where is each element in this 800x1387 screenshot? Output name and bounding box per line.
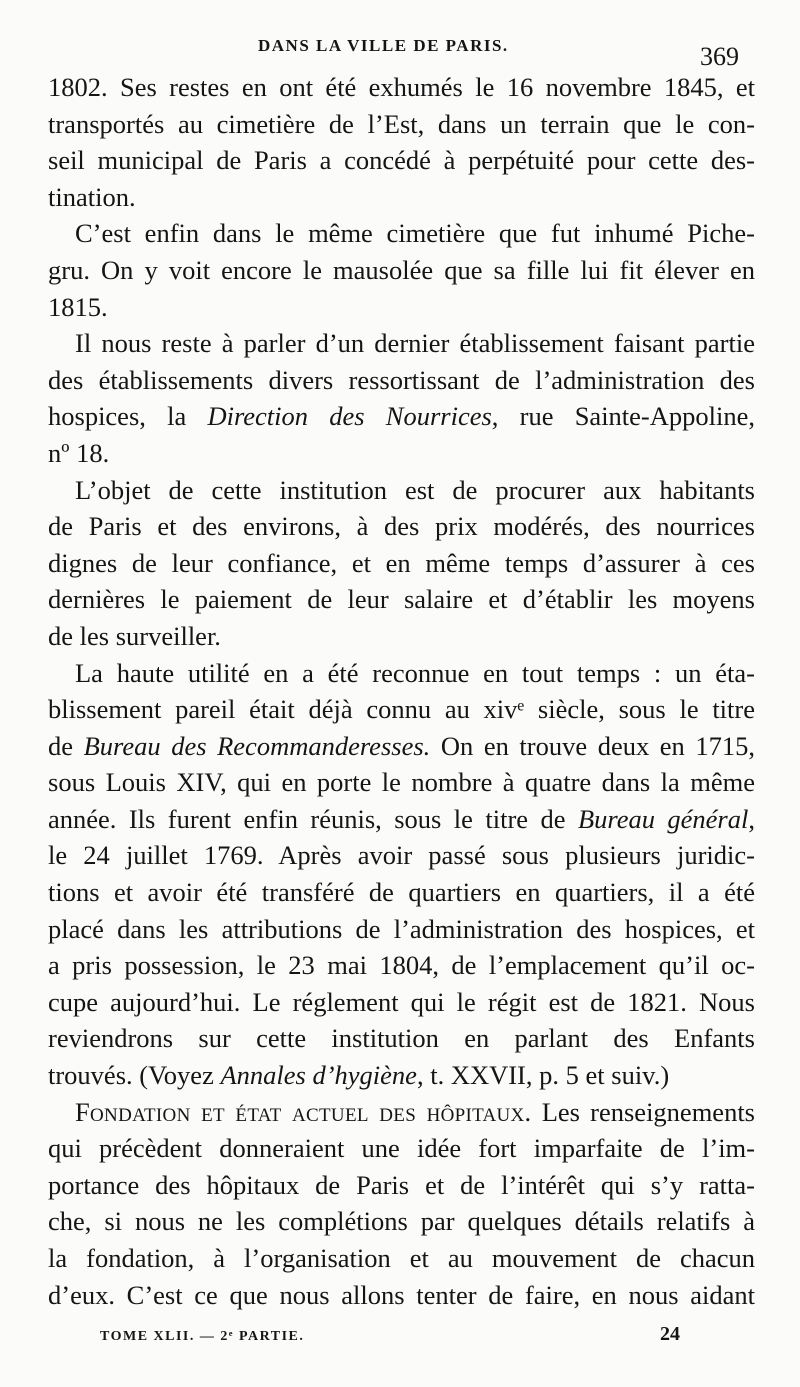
text-line: portance des hôpitaux de Paris et de l’intérêt qui s’y ratta- bbox=[48, 1169, 755, 1200]
section-heading: Fondation et état actuel des hôpitaux. bbox=[75, 1096, 532, 1127]
body-text bbox=[48, 69, 755, 1313]
text-run: hospices, la bbox=[48, 401, 208, 432]
text-line: che, si nous ne les complétions par quelques détails relatifs à bbox=[48, 1206, 755, 1237]
volume-label: TOME XLII. — 2ᵉ PARTIE. bbox=[100, 1329, 305, 1344]
text-line: tination. bbox=[48, 181, 136, 212]
italic-title: Direction des Nourrices bbox=[207, 401, 492, 432]
text-line: 1802. Ses restes en ont été exhumés le 16 novembre 1845, et bbox=[48, 72, 755, 102]
text-line: reviendrons sur cette institution en parlant des Enfants bbox=[48, 1023, 755, 1054]
text-run: trouvés. (Voyez bbox=[48, 1060, 221, 1091]
text-line bbox=[48, 728, 755, 765]
italic-title: Bureau général bbox=[577, 803, 749, 834]
signature-mark: 24 bbox=[660, 1323, 680, 1345]
text-line: C’est enfin dans le même cimetière que fut inhumé Piche- bbox=[75, 218, 755, 249]
text-line: des établissements divers ressortissant de l’administration des bbox=[48, 364, 755, 395]
italic-title: Bureau des Recommanderesses. bbox=[83, 730, 431, 761]
text-run: , t. XXVII, p. 5 et suiv.) bbox=[416, 1060, 670, 1091]
text-line: a pris possession, le 23 mai 1804, de l’emplacement qu’il oc- bbox=[48, 950, 755, 981]
page-number: 369 bbox=[700, 42, 739, 71]
text-run: On en trouve deux en 1715, bbox=[430, 730, 755, 761]
text-line: sous Louis XIV, qui en porte le nombre à quatre dans la même bbox=[48, 767, 755, 798]
text-line: L’objet de cette institution est de procurer aux habitants bbox=[75, 474, 755, 505]
italic-title: Annales d’hygiène bbox=[220, 1060, 417, 1091]
text-run: Les renseignements bbox=[531, 1096, 755, 1127]
text-line: transportés au cimetière de l’Est, dans un terrain que le con- bbox=[48, 108, 755, 139]
text-line: seil municipal de Paris a concédé à perpétuité pour cette des- bbox=[48, 145, 755, 176]
text-line: dignes de leur confiance, et en même temps d’assurer à ces bbox=[48, 547, 755, 578]
text-line bbox=[48, 1094, 755, 1131]
text-line: blissement pareil était déjà connu au xivᵉ siècle, sous le titre bbox=[48, 694, 755, 725]
text-line bbox=[48, 1057, 755, 1094]
text-line: nº 18. bbox=[48, 437, 110, 468]
text-line: qui précèdent donneraient une idée fort imparfaite de l’im- bbox=[48, 1133, 755, 1164]
text-line: la fondation, à l’organisation et au mouvement de chacun bbox=[48, 1243, 755, 1273]
page-footer bbox=[0, 1323, 800, 1353]
text-line: placé dans les attributions de l’administration des hospices, et bbox=[48, 913, 755, 944]
text-line: tions et avoir été transféré de quartiers en quartiers, il a été bbox=[48, 877, 755, 908]
running-head bbox=[0, 36, 800, 71]
text-line bbox=[48, 398, 755, 435]
text-line: le 24 juillet 1769. Après avoir passé sous plusieurs juridic- bbox=[48, 840, 755, 871]
text-run: année. Ils furent enfin réunis, sous le titre de bbox=[48, 803, 578, 834]
text-line: dernières le paiement de leur salaire et d’établir les moyens bbox=[48, 584, 755, 615]
text-line: 1815. bbox=[48, 291, 108, 322]
text-line: La haute utilité en a été reconnue en tout temps : un éta- bbox=[75, 657, 755, 688]
text-line: de les surveiller. bbox=[48, 620, 221, 651]
text-line: Il nous reste à parler d’un dernier établissement faisant partie bbox=[75, 328, 755, 359]
text-run: de bbox=[48, 730, 84, 761]
text-line: gru. On y voit encore le mausolée que sa fille lui fit élever en bbox=[48, 254, 755, 285]
text-run: , bbox=[748, 803, 755, 834]
running-title: DANS LA VILLE DE PARIS. bbox=[258, 36, 509, 55]
text-run: , rue Sainte-Appoline, bbox=[491, 401, 756, 432]
text-line: de Paris et des environs, à des prix modérés, des nourrices bbox=[48, 511, 755, 542]
text-line bbox=[48, 801, 755, 838]
text-line: d’eux. C’est ce que nous allons tenter de faire, en nous aidant bbox=[48, 1279, 755, 1310]
text-line: cupe aujourd’hui. Le réglement qui le régit est de 1821. Nous bbox=[48, 986, 755, 1017]
